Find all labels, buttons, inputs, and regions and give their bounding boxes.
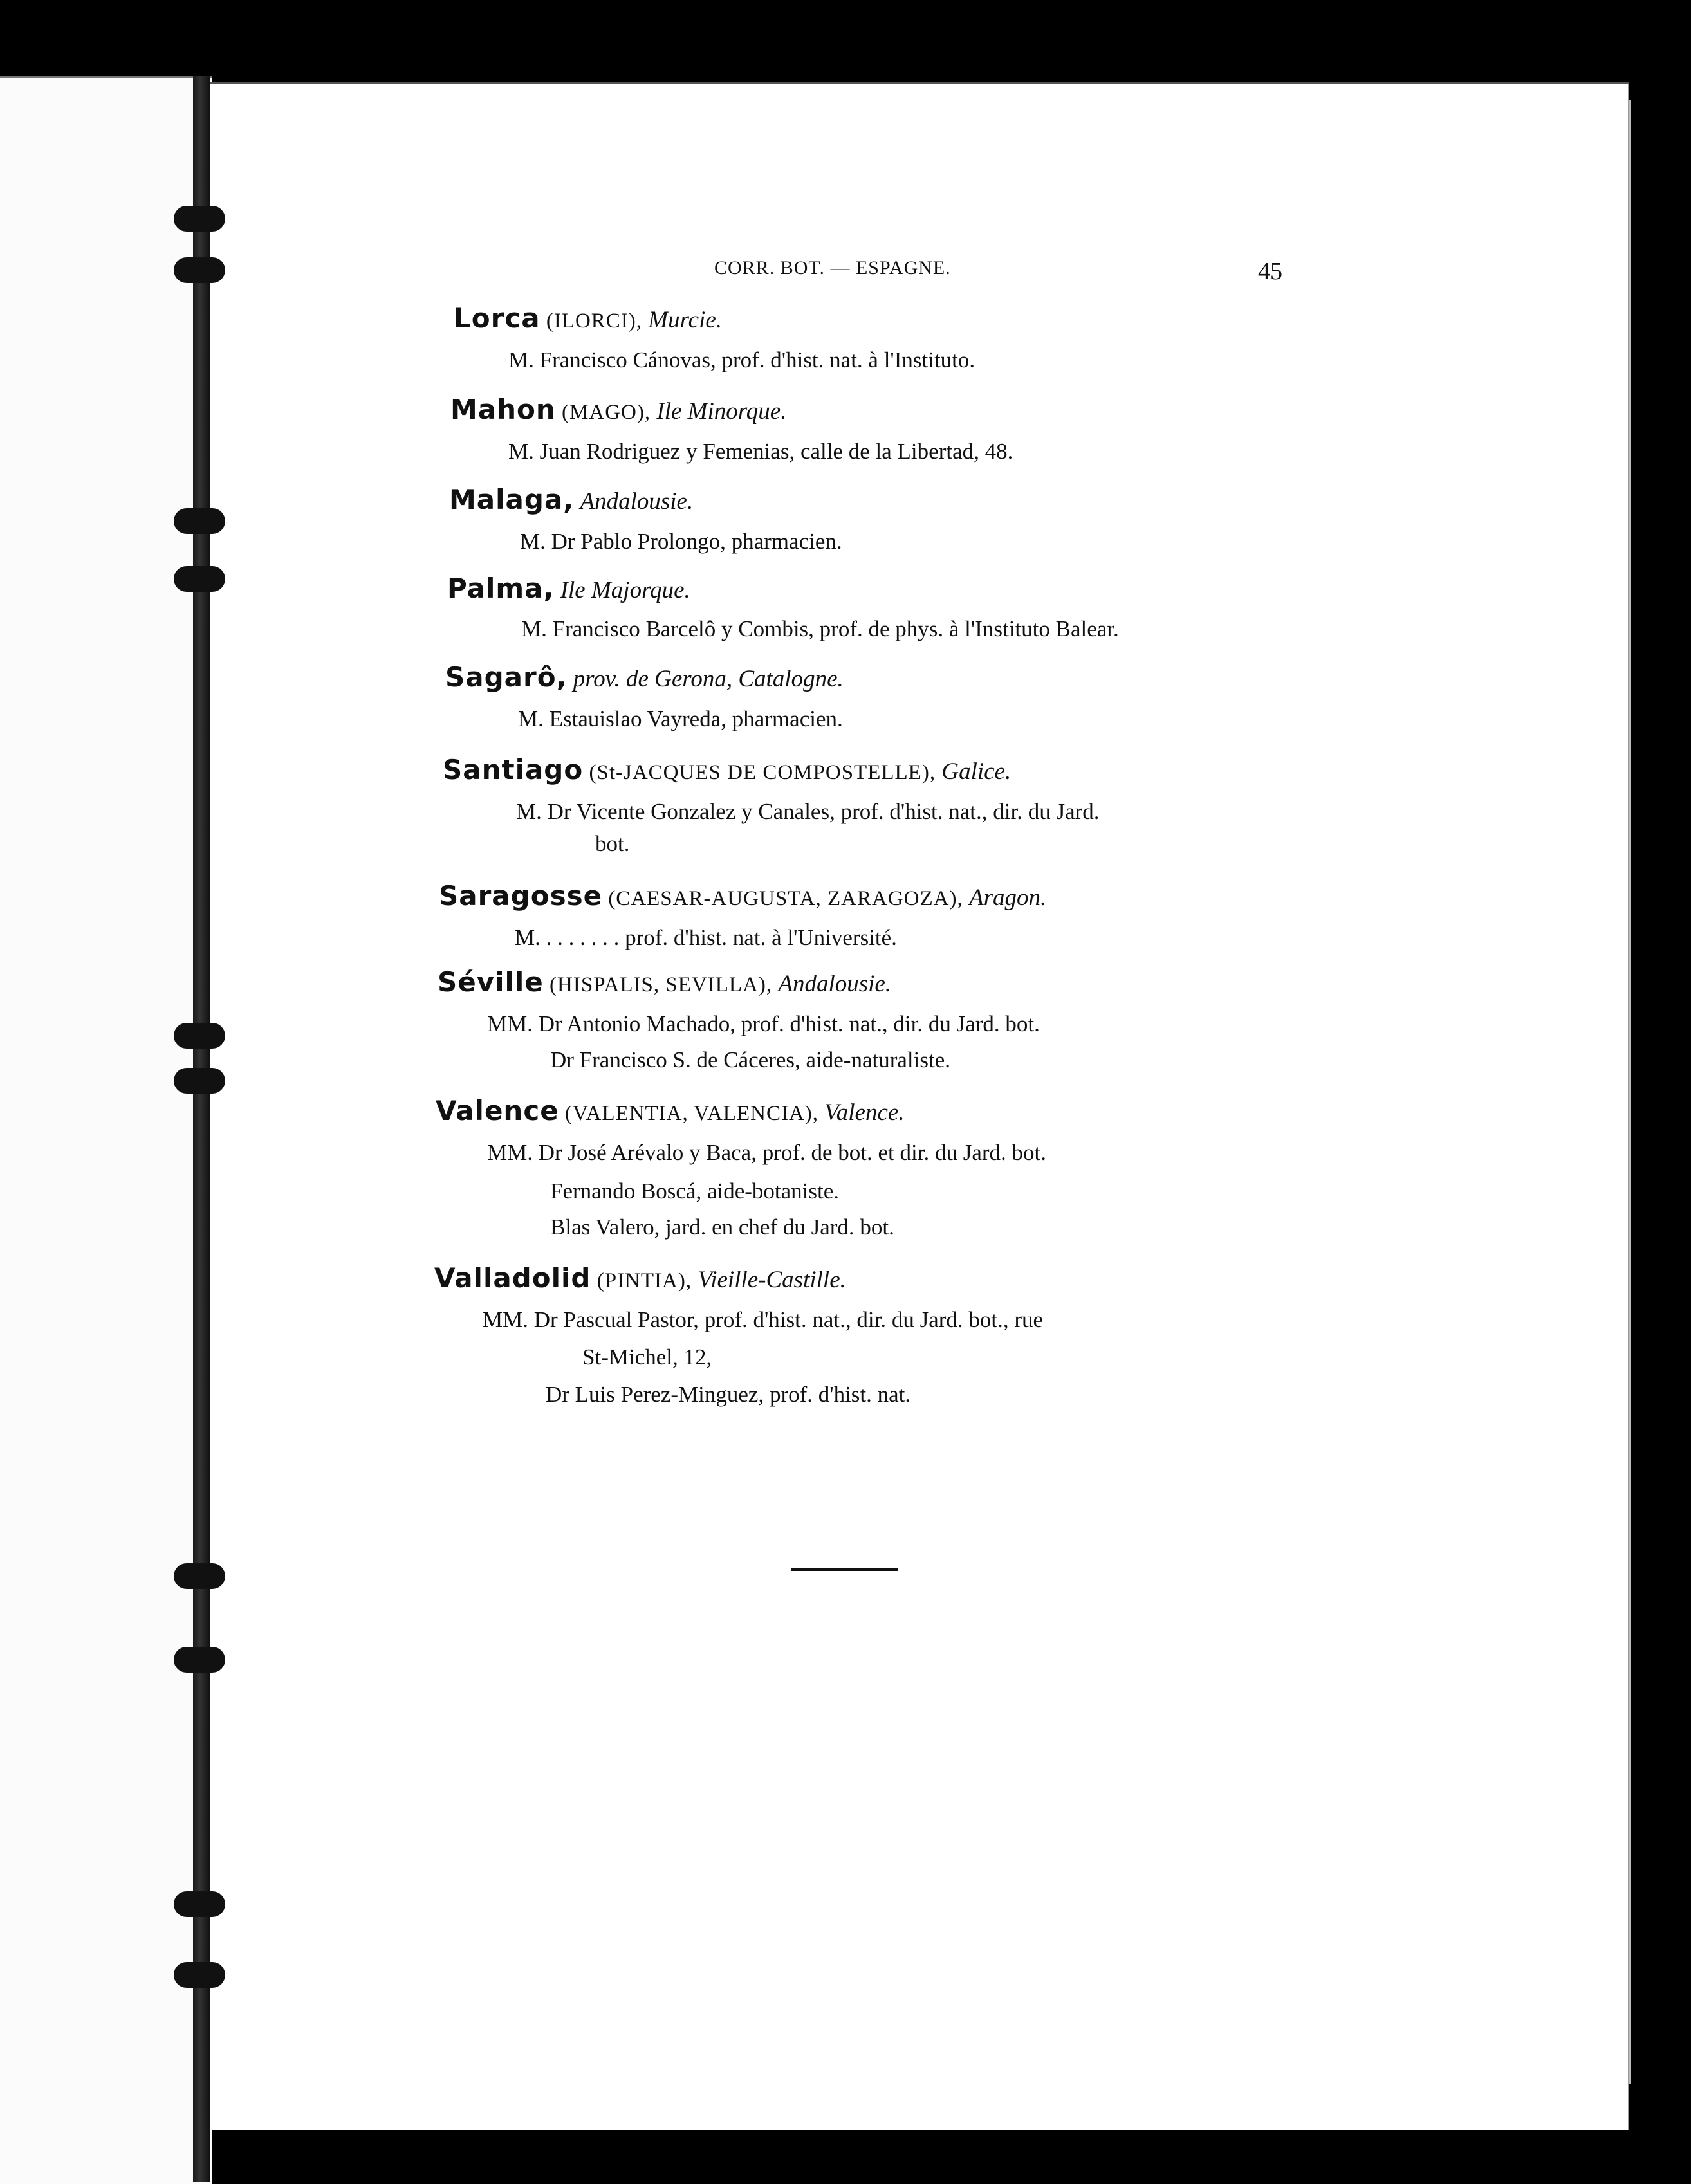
place-aside: (PINTIA), <box>591 1269 698 1292</box>
previous-page-edge <box>0 76 212 2184</box>
entry-line: M. Dr Pablo Prolongo, pharmacien. <box>520 529 842 554</box>
entry-line: Dr Luis Perez-Minguez, prof. d'hist. nat. <box>546 1382 911 1407</box>
place-name: Sagarô, <box>445 661 568 693</box>
place-region: Murcie. <box>648 307 723 333</box>
binding-stitch <box>174 1962 225 1988</box>
entry-heading <box>454 302 722 334</box>
place-region: Ile Majorque. <box>560 577 690 603</box>
entry-line: St-Michel, 12, <box>582 1344 712 1370</box>
place-region: Andalousie. <box>778 971 892 997</box>
place-name: Valence <box>436 1095 559 1126</box>
entry-line: Blas Valero, jard. en chef du Jard. bot. <box>550 1215 894 1240</box>
place-region: Andalousie. <box>580 488 694 515</box>
entry-line: MM. Dr Antonio Machado, prof. d'hist. nat., dir. du Jard. bot. <box>487 1011 1040 1036</box>
entry-heading <box>434 1262 846 1294</box>
entry-line: M. Francisco Cánovas, prof. d'hist. nat. à l'Instituto. <box>508 347 975 372</box>
document-page <box>206 82 1629 2130</box>
place-region: Aragon. <box>969 885 1047 911</box>
binding-stitch <box>174 1647 225 1673</box>
entry-heading <box>436 1095 905 1126</box>
end-rule <box>791 1568 898 1571</box>
entry-line: M. Dr Vicente Gonzalez y Canales, prof. d'hist. nat., dir. du Jard. <box>516 799 1100 824</box>
place-name: Santiago <box>443 754 584 785</box>
place-aside: (ILORCI), <box>540 309 649 333</box>
binding-stitch <box>174 566 225 592</box>
binding-stitch <box>174 257 225 283</box>
binding-stitch <box>174 1563 225 1589</box>
entry-heading <box>438 966 891 998</box>
place-name: Séville <box>438 966 544 998</box>
binding-stitch <box>174 508 225 534</box>
entry-line: Fernando Boscá, aide-botaniste. <box>550 1179 840 1204</box>
entry-heading <box>445 661 844 693</box>
entry-line: M. Estauislao Vayreda, pharmacien. <box>518 706 843 731</box>
place-aside: (CAESAR-AUGUSTA, ZARAGOZA), <box>602 887 969 910</box>
entry-line: Dr Francisco S. de Cáceres, aide-naturaliste. <box>550 1047 950 1072</box>
place-region: Ile Minorque. <box>656 398 787 425</box>
entry-heading <box>443 754 1011 785</box>
place-region: Vieille-Castille. <box>698 1267 846 1293</box>
place-region: Valence. <box>824 1099 905 1126</box>
binding-stitch <box>174 1023 225 1049</box>
running-head: CORR. BOT. — ESPAGNE. <box>714 257 951 279</box>
entry-line: MM. Dr José Arévalo y Baca, prof. de bot. et dir. du Jard. bot. <box>487 1140 1047 1165</box>
entry-line: M. Francisco Barcelô y Combis, prof. de phys. à l'Instituto Balear. <box>521 616 1119 641</box>
place-name: Palma, <box>447 573 555 604</box>
place-name: Malaga, <box>449 484 575 515</box>
place-name: Lorca <box>454 302 541 334</box>
place-name: Valladolid <box>434 1262 591 1294</box>
entry-heading <box>450 394 786 425</box>
page-number: 45 <box>1258 258 1282 285</box>
place-aside <box>554 580 560 603</box>
entry-heading <box>439 880 1046 912</box>
place-aside: (VALENTIA, VALENCIA), <box>559 1102 825 1125</box>
book-spine <box>193 76 210 2182</box>
place-name: Mahon <box>450 394 556 425</box>
binding-stitch <box>174 1891 225 1917</box>
place-aside: (HISPALIS, SEVILLA), <box>543 973 779 996</box>
place-aside <box>568 668 573 692</box>
entry-heading <box>447 573 690 604</box>
entry-line: M. . . . . . . . prof. d'hist. nat. à l'Université. <box>515 925 897 950</box>
place-name: Saragosse <box>439 880 603 912</box>
entry-line: MM. Dr Pascual Pastor, prof. d'hist. nat., dir. du Jard. bot., rue <box>483 1307 1044 1332</box>
entry-line: bot. <box>595 831 630 856</box>
entry-line: M. Juan Rodriguez y Femenias, calle de la Libertad, 48. <box>508 439 1013 464</box>
place-region: Galice. <box>941 758 1012 785</box>
place-aside <box>574 491 580 514</box>
place-aside: (St-JACQUES DE COMPOSTELLE), <box>583 761 942 784</box>
binding-stitch <box>174 1068 225 1094</box>
place-aside: (MAGO), <box>555 401 657 424</box>
binding-stitch <box>174 206 225 232</box>
entry-heading <box>449 484 693 515</box>
place-region: prov. de Gerona, Catalogne. <box>573 666 844 692</box>
